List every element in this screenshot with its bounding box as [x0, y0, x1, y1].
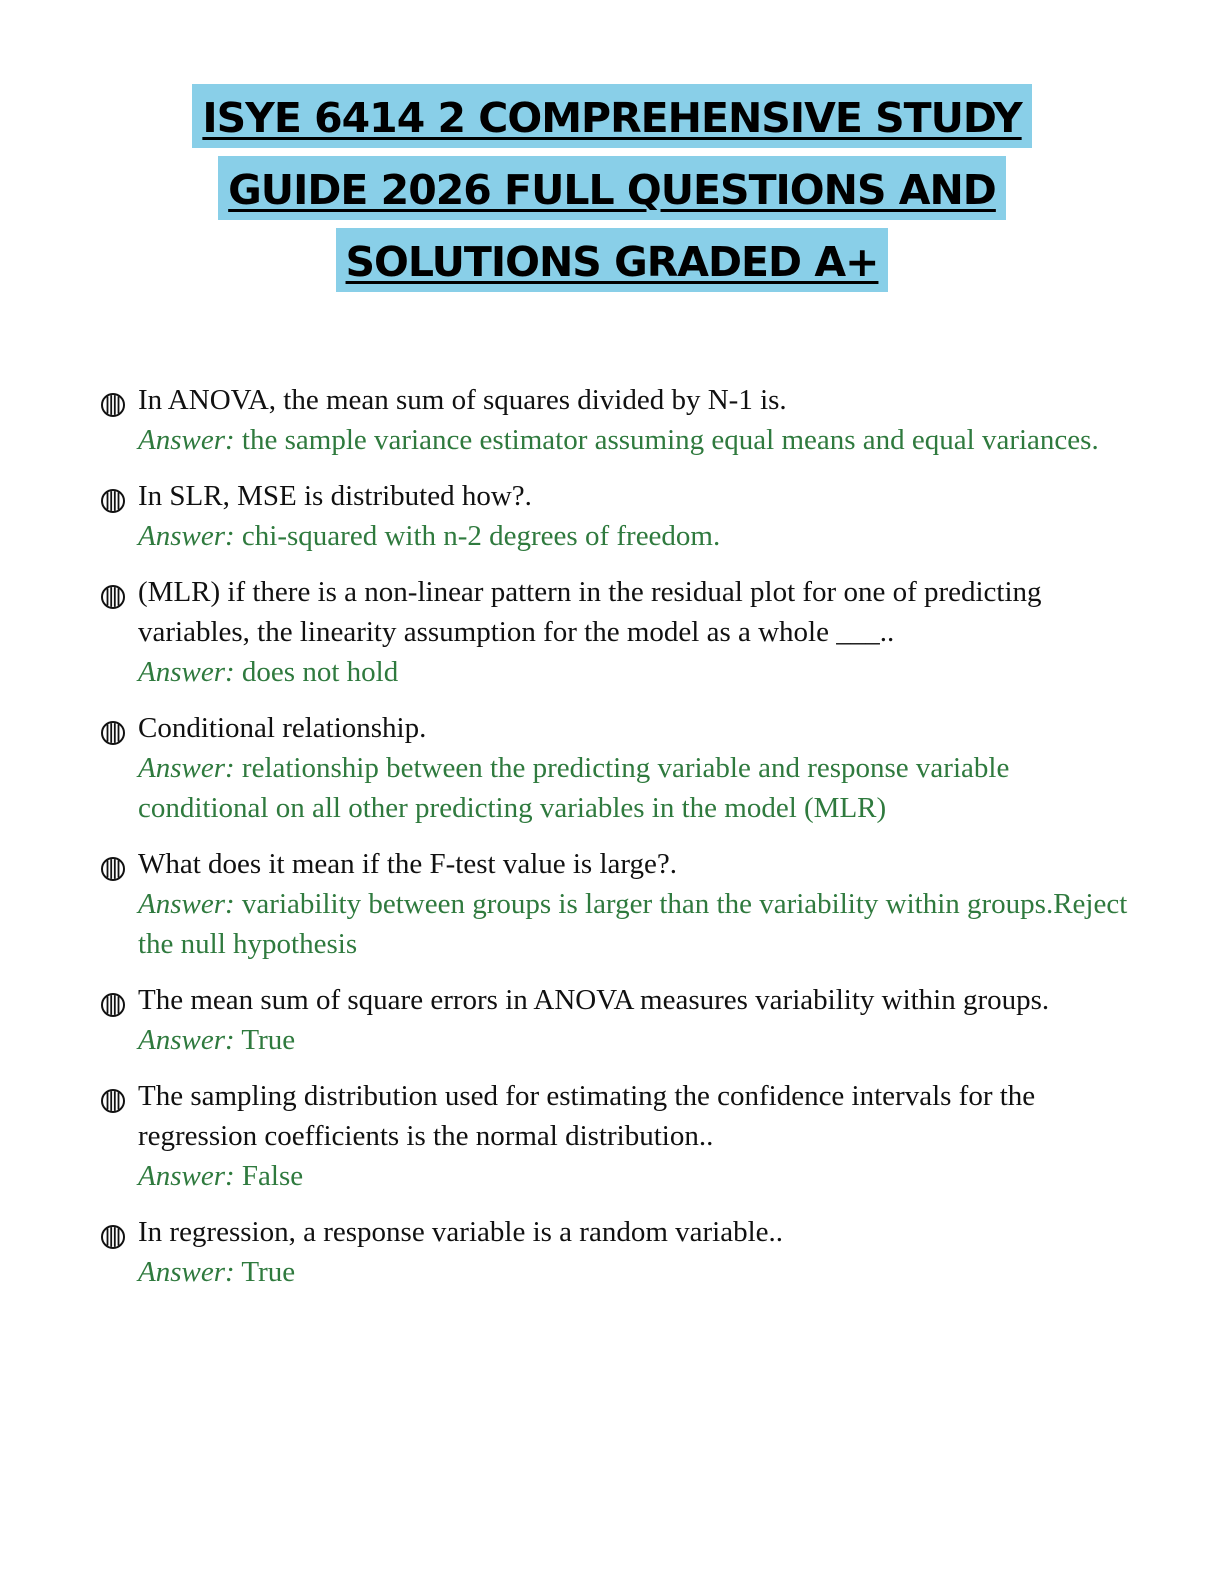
question-text: What does it mean if the F-test value is large?. — [138, 848, 678, 880]
answer-label: Answer: — [138, 888, 235, 920]
answer-text — [138, 748, 1136, 828]
answer-label: Answer: — [138, 520, 235, 552]
circle-vertical-lines-icon — [100, 1224, 126, 1250]
answer-text — [138, 1156, 1136, 1196]
answer-text — [138, 1252, 1136, 1292]
question-answer-list — [96, 380, 1136, 1308]
circle-vertical-lines-icon — [100, 1088, 126, 1114]
answer-value: chi-squared with n-2 degrees of freedom. — [241, 520, 721, 552]
answer-label: Answer: — [138, 1024, 235, 1056]
qa-item — [96, 1076, 1136, 1196]
answer-text — [138, 420, 1136, 460]
answer-value: the sample variance estimator assuming equal means and equal variances. — [241, 424, 1099, 456]
circle-vertical-lines-icon — [100, 392, 126, 418]
answer-value: True — [241, 1024, 296, 1056]
answer-text — [138, 884, 1136, 964]
title-line-1 — [0, 84, 1224, 156]
title-line-1-text: ISYE 6414 2 COMPREHENSIVE STUDY — [192, 84, 1031, 148]
question-text: In ANOVA, the mean sum of squares divided by N-1 is. — [138, 384, 787, 416]
circle-vertical-lines-icon — [100, 584, 126, 610]
question-text: In regression, a response variable is a random variable.. — [138, 1216, 784, 1248]
qa-item — [96, 572, 1136, 692]
answer-text — [138, 652, 1136, 692]
question-text: Conditional relationship. — [138, 712, 427, 744]
circle-vertical-lines-icon — [100, 992, 126, 1018]
circle-vertical-lines-icon — [100, 488, 126, 514]
qa-item — [96, 476, 1136, 556]
answer-label: Answer: — [138, 1160, 235, 1192]
qa-item — [96, 380, 1136, 460]
question-text: In SLR, MSE is distributed how?. — [138, 480, 532, 512]
qa-item — [96, 844, 1136, 964]
title-line-2 — [0, 156, 1224, 228]
answer-label: Answer: — [138, 752, 235, 784]
answer-value: does not hold — [241, 656, 399, 688]
document-title — [0, 84, 1224, 300]
answer-text — [138, 1020, 1136, 1060]
question-text: The sampling distribution used for estimating the confidence intervals for the regression coefficients is the normal distribution.. — [138, 1080, 1036, 1152]
qa-item — [96, 1212, 1136, 1292]
circle-vertical-lines-icon — [100, 856, 126, 882]
question-text: (MLR) if there is a non-linear pattern in the residual plot for one of predicting variables, the linearity assumption for the model as a whole ___.. — [138, 576, 1042, 648]
answer-value: False — [241, 1160, 304, 1192]
question-text: The mean sum of square errors in ANOVA measures variability within groups. — [138, 984, 1050, 1016]
answer-value: relationship between the predicting variable and response variable conditional on all other predicting variables in the model (MLR) — [138, 752, 1010, 824]
qa-item — [96, 708, 1136, 828]
answer-label: Answer: — [138, 656, 235, 688]
title-line-2-text: GUIDE 2026 FULL QUESTIONS AND — [218, 156, 1006, 220]
answer-label: Answer: — [138, 1256, 235, 1288]
qa-item — [96, 980, 1136, 1060]
answer-text — [138, 516, 1136, 556]
title-line-3 — [0, 228, 1224, 300]
answer-value: variability between groups is larger than the variability within groups.Reject the null hypothesis — [138, 888, 1128, 960]
answer-value: True — [241, 1256, 296, 1288]
circle-vertical-lines-icon — [100, 720, 126, 746]
title-line-3-text: SOLUTIONS GRADED A+ — [336, 228, 889, 292]
answer-label: Answer: — [138, 424, 235, 456]
